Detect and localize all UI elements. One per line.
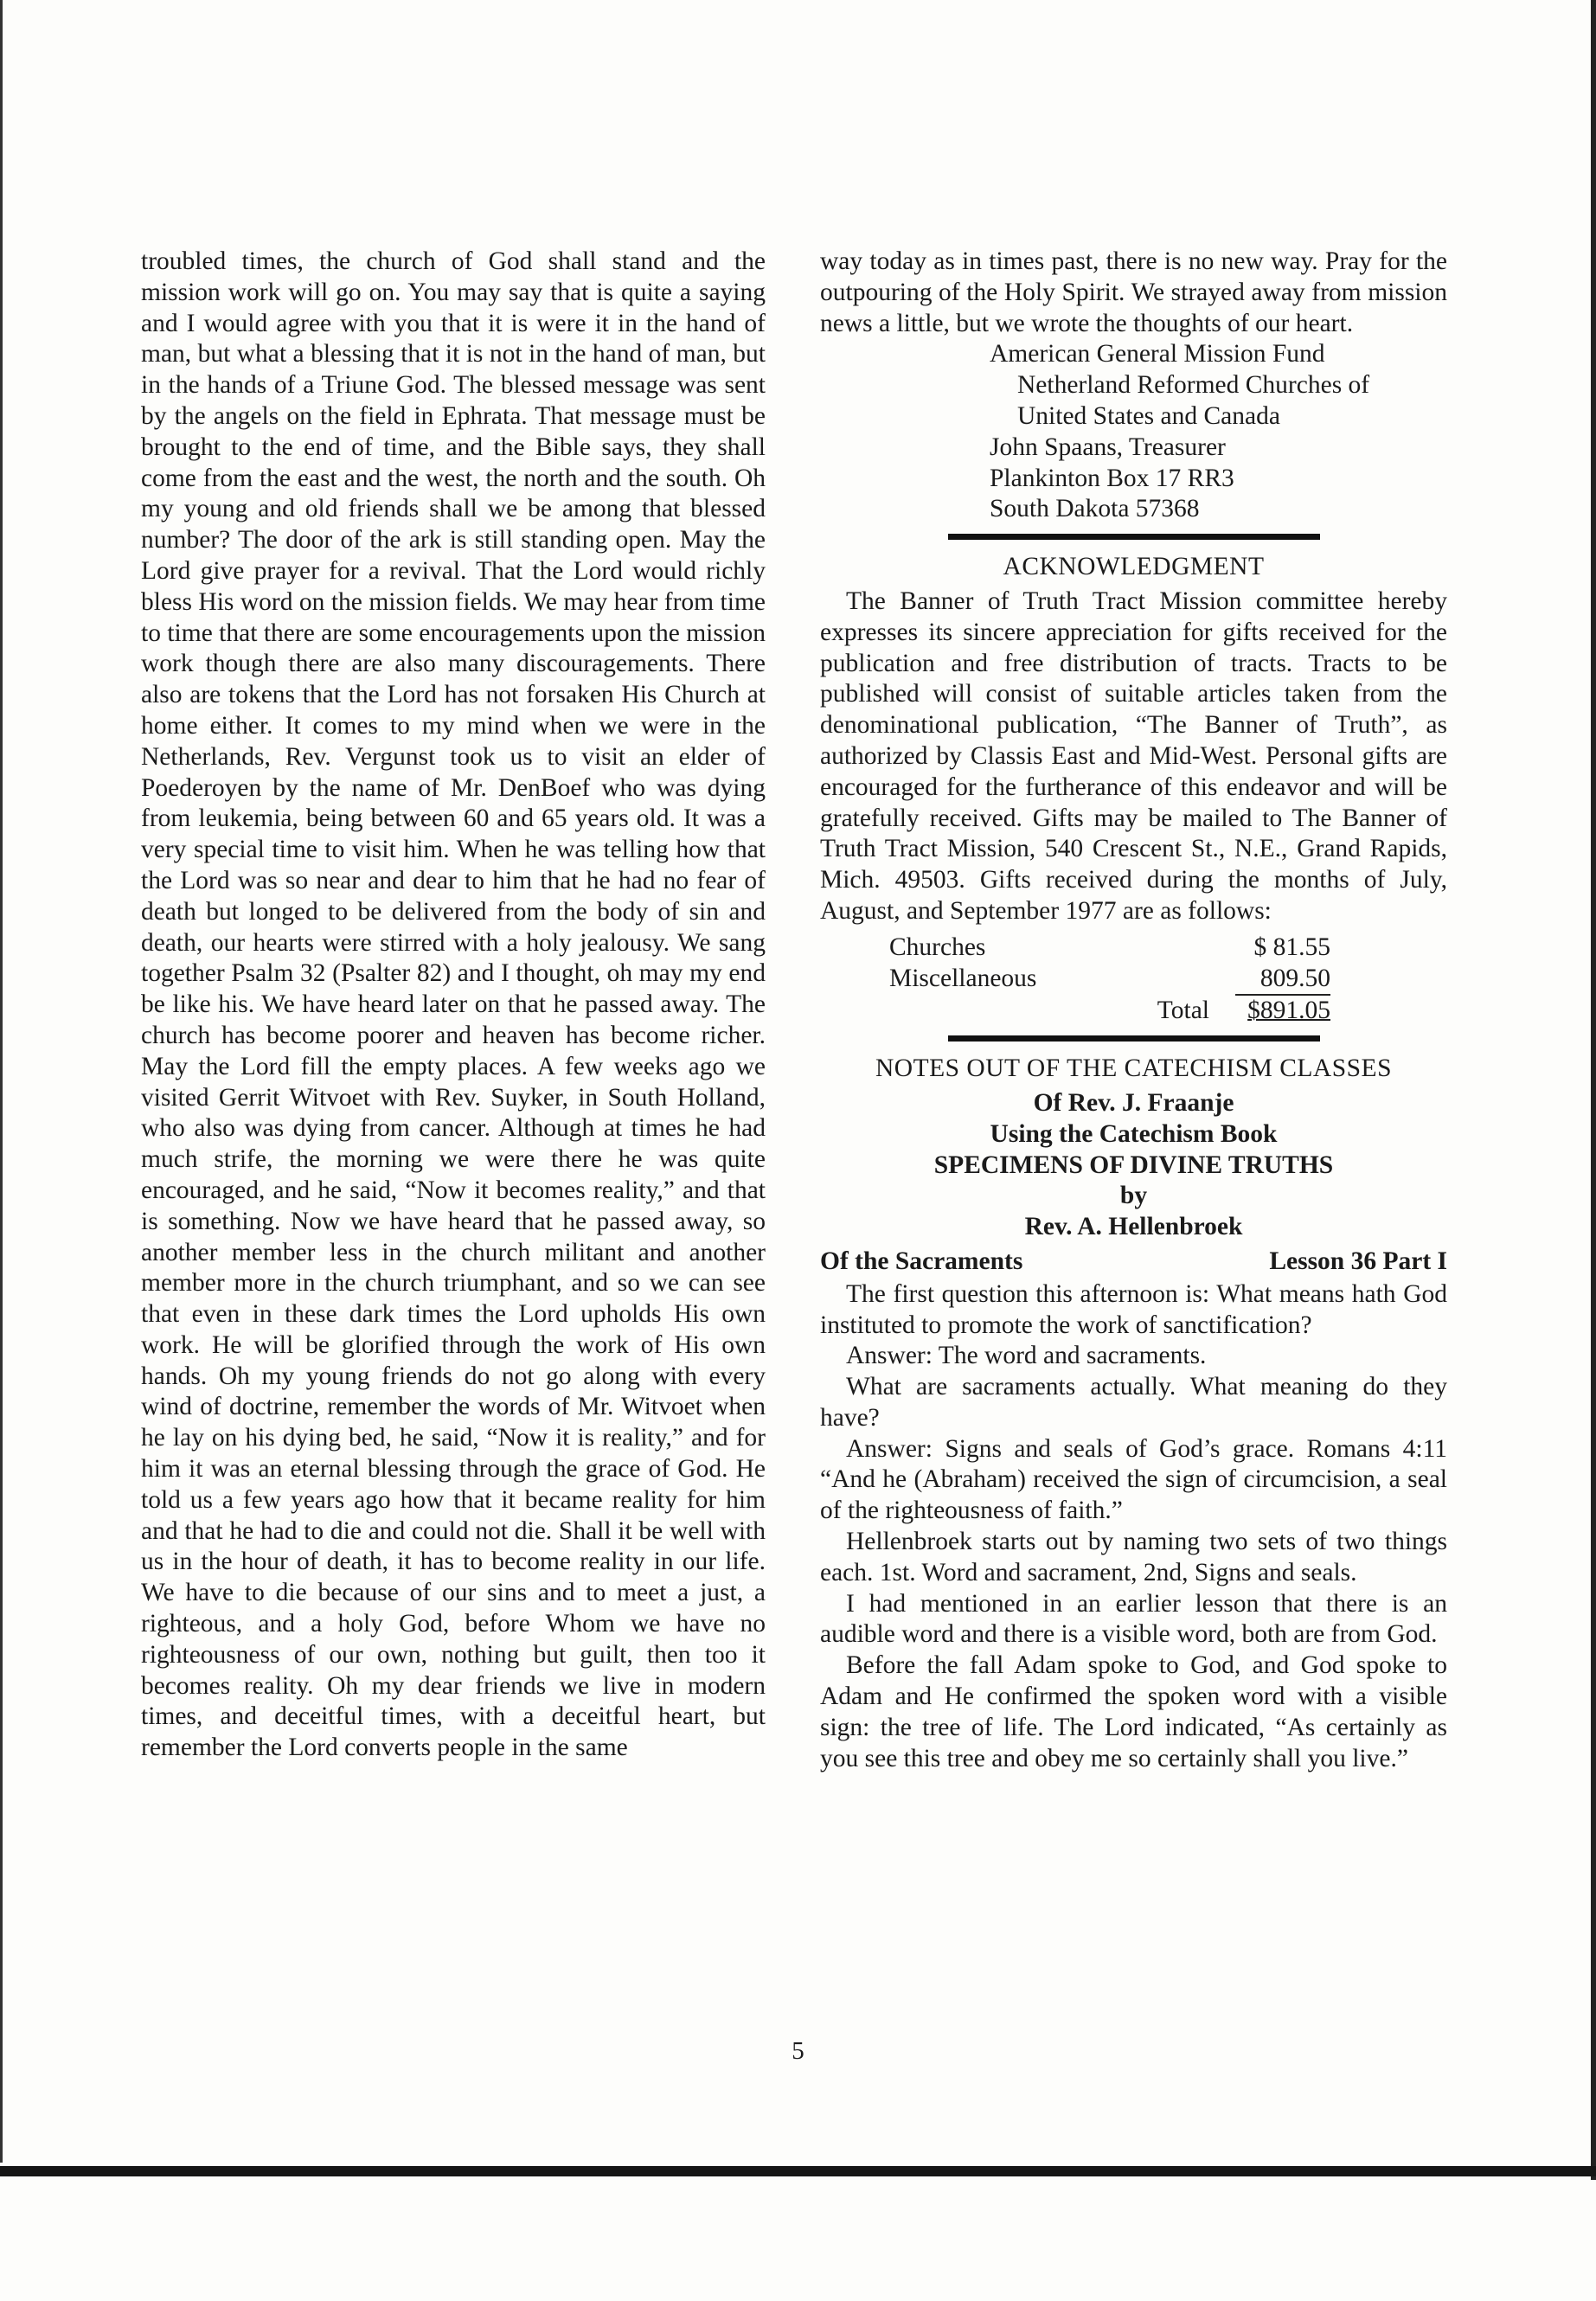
- lesson-paragraph: Before the fall Adam spoke to God, and God spoke to Adam and He confirmed the spoken word with a visible sign: the tree of life. The Lord indicated, “As certainly as you see this tree and obey me so certainly shall you live.”: [820, 1651, 1447, 1772]
- lesson-number: Lesson 36 Part I: [1269, 1247, 1447, 1275]
- left-column: [141, 247, 766, 1764]
- address-line: United States and Canada: [1017, 401, 1280, 430]
- address-line: American General Mission Fund: [990, 340, 1325, 369]
- mission-fund-address: [990, 339, 1447, 525]
- notes-author: Rev. A. Hellenbroek: [1024, 1213, 1243, 1241]
- section-title: Of the Sacraments: [820, 1247, 1023, 1275]
- gift-label: Churches: [889, 933, 986, 961]
- gift-amount: 809.50: [1235, 964, 1330, 997]
- notes-subtitle: by: [1119, 1182, 1148, 1210]
- lesson-paragraph: The first question this afternoon is: What means hath God instituted to promote the work of sanctification?: [820, 1279, 1447, 1339]
- left-column-text: troubled times, the church of God shall stand and the mission work will go on. You may say that is quite a saying and I would agree with you that it is were it in the hand of man, but what a blessing that it is not in the hand of man, but in the hands of a Triune God. The blessed message was sent by the angels on the field in Ephrata. That message must be brought to the end of time, and the Bible says, they shall come from the east and the west, the north and the south. Oh my young and old friends shall we be among that blessed number? The door of the ark is still standing open. May the Lord give prayer for a revival. That the Lord would richly bless His word on the mission fields. We may hear from time to time that there are some encouragements upon the mission work though there are also many discouragements. There also are tokens that the Lord has not forsaken His Church at home either. It comes to my mind when we were in the Netherlands, Rev. Vergunst took us to visit an elder of Poederoyen by the name of Mr. DenBoef who was dying from leukemia, being between 60 and 65 years old. It was a very special time to visit him. When he was telling how that the Lord was so near and dear to him that he had no fear of death but longed to be delivered from the body of sin and death, our hearts were stirred with a holy jealousy. We sang together Psalm 32 (Psalter 82) and I thought, oh may my end be like his. We have heard later on that he passed away. The church has become poorer and heaven has become richer. May the Lord fill the empty places. A few weeks ago we visited Gerrit Witvoet with Rev. Suyker, in South Holland, who also was dying from cancer. Although at times he had much strife, the morning we were there he was quite encouraged, and he said, “Now it becomes reality,” and that is something. Now we have heard that he passed away, so another member less in the church militant and another member more in the church triumphant, and so we can see that even in these dark times the Lord upholds His own work. He will be glorified through the work of His own hands. Oh my young friends do not go along with every wind of doctrine, remember the words of Mr. Witvoet when he lay on his dying bed, he said, “Now it is reality,” and for him it was an eternal blessing through the grace of God. He told us a few years ago how that it became reality for him and that he had to die and could not die. Shall it be well with us in the hour of death, it has to become reality in our life. We have to die because of our sins and to meet a just, a righteous, and a holy God, before Whom we have no righteousness of our own, nothing but guilt, then too it becomes reality. Oh my dear friends we live in modern times, and deceitful times, with a deceitful heart, but remember the Lord converts people in the same: [141, 247, 766, 1762]
- address-line: Plankinton Box 17 RR3: [990, 464, 1234, 492]
- scan-edge-left: [0, 0, 3, 2163]
- acknowledgment-paragraph: The Banner of Truth Tract Mission committee hereby expresses its sincere appreciation for gifts received for the publication and free distribution of tracts. Tracts to be published will consist of suitable articles taken from the denominational publication, “The Banner of Truth”, as authorized by Classis East and Mid-West. Personal gifts are encouraged for the furtherance of this endeavor and will be gratefully received. Gifts may be mailed to The Banner of Truth Tract Mission, 540 Crescent St., N.E., Grand Rapids, Mich. 49503. Gifts received during the months of July, August, and September 1977 are as follows:: [820, 586, 1447, 925]
- lesson-paragraph: What are sacraments actually. What meaning do they have?: [820, 1373, 1447, 1432]
- scan-edge-right: [1591, 0, 1596, 2180]
- lesson-paragraph: Answer: The word and sacraments.: [846, 1342, 1207, 1370]
- notes-subtitle: Using the Catechism Book: [990, 1119, 1278, 1148]
- address-line: John Spaans, Treasurer: [990, 433, 1226, 461]
- lesson-header: [820, 1247, 1447, 1278]
- notes-subtitle: SPECIMENS OF DIVINE TRUTHS: [933, 1150, 1334, 1179]
- scan-edge-bottom: [0, 2166, 1596, 2176]
- gift-row: [889, 964, 1330, 997]
- notes-title: NOTES OUT OF THE CATECHISM CLASSES: [875, 1054, 1392, 1083]
- gift-label: Miscellaneous: [889, 964, 1037, 992]
- gift-row: [889, 933, 1330, 964]
- section-divider: [948, 534, 1320, 540]
- lesson-paragraph: Answer: Signs and seals of God’s grace. Romans 4:11 “And he (Abraham) received the sign of circumcision, a seal of the righteousness of faith.”: [820, 1434, 1447, 1525]
- page-number: 5: [792, 2037, 804, 2065]
- total-label: Total: [1157, 997, 1209, 1025]
- lesson-paragraph: Hellenbroek starts out by naming two sets of two things each. 1st. Word and sacrament, 2nd, Signs and seals.: [820, 1528, 1447, 1586]
- gift-amount: $ 81.55: [1253, 933, 1330, 961]
- lesson-paragraph: I had mentioned in an earlier lesson that there is an audible word and there is a visible word, both are from God.: [820, 1589, 1447, 1649]
- gifts-table: [889, 933, 1330, 1027]
- address-line: Netherland Reformed Churches of: [1017, 371, 1370, 400]
- section-divider: [948, 1035, 1320, 1042]
- total-amount: $891.05: [1247, 997, 1330, 1025]
- gift-total-row: [889, 996, 1330, 1027]
- address-line: South Dakota 57368: [990, 495, 1200, 523]
- continuation-paragraph: way today as in times past, there is no new way. Pray for the outpouring of the Holy Spirit. We strayed away from mission news a little, but we wrote the thoughts of our heart.: [820, 247, 1447, 337]
- notes-subtitle: Of Rev. J. Fraanje: [1033, 1088, 1234, 1117]
- right-column: [820, 247, 1447, 1774]
- acknowledgment-heading: ACKNOWLEDGMENT: [1003, 553, 1265, 581]
